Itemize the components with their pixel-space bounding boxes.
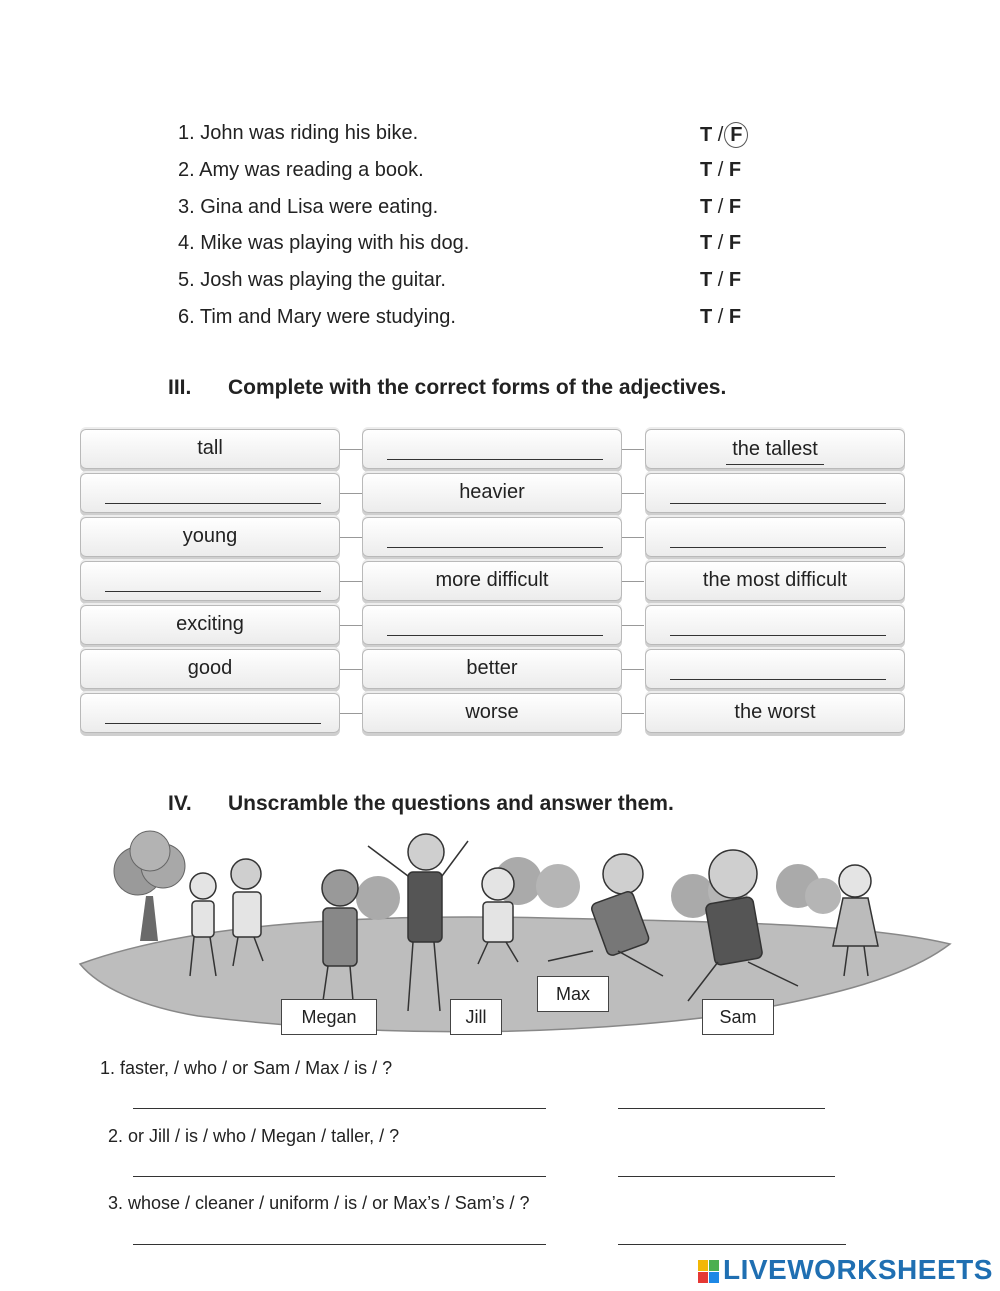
section-iii-title: Complete with the correct forms of the adjectives. (228, 376, 727, 399)
adjective-form-text: the most difficult (702, 569, 848, 591)
park-illustration (78, 826, 953, 1041)
logo-icon (698, 1260, 720, 1284)
answer-line-question-3[interactable] (133, 1244, 546, 1245)
cell-connector (622, 581, 644, 582)
cell-connector (622, 493, 644, 494)
adjective-form-text: young (182, 525, 238, 547)
question-3: 3. whose / cleaner / uniform / is / or Max’s / Sam’s / ? (108, 1193, 530, 1213)
true-option[interactable]: T (700, 159, 713, 181)
adjective-cell (80, 429, 340, 469)
false-option-circled[interactable]: F (724, 122, 748, 148)
tf-choice-2[interactable] (700, 159, 741, 182)
adjective-blank-cell[interactable] (362, 429, 622, 469)
adjective-blank-cell[interactable] (362, 517, 622, 557)
adjective-form-text: more difficult (435, 569, 549, 591)
separator: / (717, 159, 724, 181)
separator: / (717, 306, 724, 328)
adjective-form-text: the worst (734, 701, 816, 723)
question-2: 2. or Jill / is / who / Megan / taller, / ? (108, 1126, 400, 1146)
true-option[interactable]: T (700, 232, 713, 254)
false-option[interactable]: F (728, 232, 742, 254)
statement-1: 1. John was riding his bike. (178, 122, 419, 144)
adjective-blank-cell[interactable] (80, 693, 340, 733)
statement-3: 3. Gina and Lisa were eating. (178, 196, 439, 218)
cell-connector (622, 537, 644, 538)
answer-line-question-2[interactable] (133, 1176, 546, 1177)
tree-left (114, 831, 185, 941)
cell-connector (622, 669, 644, 670)
adjective-cell (80, 605, 340, 645)
tf-choice-1[interactable] (700, 122, 748, 148)
answer-line-short-1[interactable] (618, 1108, 825, 1109)
adjective-form-text: good (187, 657, 233, 679)
statement-2: 2. Amy was reading a book. (178, 159, 424, 181)
cell-connector (340, 625, 362, 626)
adjective-form-text: heavier (459, 481, 525, 503)
question-1: 1. faster, / who / or Sam / Max / is / ? (100, 1058, 393, 1078)
false-option[interactable]: F (728, 306, 742, 328)
adjective-cell (80, 649, 340, 689)
adjective-cell (645, 693, 905, 733)
section-iii-heading (168, 376, 726, 400)
true-option[interactable]: T (700, 124, 713, 146)
adjective-blank-cell[interactable] (645, 473, 905, 513)
adjective-cell (362, 561, 622, 601)
cell-connector (340, 713, 362, 714)
true-option[interactable]: T (700, 196, 713, 218)
adjective-blank-cell[interactable] (80, 561, 340, 601)
tf-choice-5[interactable] (700, 269, 741, 292)
cell-connector (340, 449, 362, 450)
cell-connector (622, 625, 644, 626)
adjective-cell (362, 473, 622, 513)
cell-connector (622, 713, 644, 714)
section-iii-number: III. (168, 376, 192, 399)
tf-choice-3[interactable] (700, 196, 741, 219)
label-max: Max (537, 976, 609, 1012)
cell-connector (340, 537, 362, 538)
cell-connector (340, 669, 362, 670)
statement-6: 6. Tim and Mary were studying. (178, 306, 456, 328)
cell-connector (622, 449, 644, 450)
logo-text: LIVEWORKSHEETS (723, 1254, 993, 1285)
false-option[interactable]: F (728, 159, 742, 181)
separator: / (717, 124, 724, 146)
adjective-cell (362, 649, 622, 689)
separator: / (717, 269, 724, 291)
label-jill: Jill (450, 999, 502, 1035)
tf-choice-6[interactable] (700, 306, 741, 329)
adjective-cell (80, 517, 340, 557)
cell-connector (340, 493, 362, 494)
section-iv-number: IV. (168, 792, 192, 815)
adjective-form-text: exciting (176, 613, 244, 635)
answer-line-short-2[interactable] (618, 1176, 835, 1177)
adjective-cell (645, 429, 905, 469)
label-sam: Sam (702, 999, 774, 1035)
liveworksheets-logo (698, 1254, 993, 1286)
adjective-blank-cell[interactable] (645, 605, 905, 645)
adjective-cell (362, 693, 622, 733)
answer-line-question-1[interactable] (133, 1108, 546, 1109)
separator: / (717, 196, 724, 218)
section-iv-heading (168, 792, 674, 816)
adjective-form-text: better (466, 657, 518, 679)
true-option[interactable]: T (700, 269, 713, 291)
statement-5: 5. Josh was playing the guitar. (178, 269, 446, 291)
cell-connector (340, 581, 362, 582)
adjective-blank-cell[interactable] (362, 605, 622, 645)
false-option[interactable]: F (728, 269, 742, 291)
label-megan: Megan (281, 999, 377, 1035)
section-iv-title: Unscramble the questions and answer them. (228, 792, 674, 815)
adjective-blank-cell[interactable] (80, 473, 340, 513)
adjective-blank-cell[interactable] (645, 649, 905, 689)
statement-4: 4. Mike was playing with his dog. (178, 232, 470, 254)
adjective-blank-cell[interactable] (645, 517, 905, 557)
answer-line-short-3[interactable] (618, 1244, 846, 1245)
adjective-form-text: worse (465, 701, 519, 723)
tf-choice-4[interactable] (700, 232, 741, 255)
false-option[interactable]: F (728, 196, 742, 218)
adjective-form-text: the tallest (726, 434, 824, 465)
adjective-form-text: tall (197, 437, 223, 459)
true-option[interactable]: T (700, 306, 713, 328)
adjective-cell (645, 561, 905, 601)
separator: / (717, 232, 724, 254)
